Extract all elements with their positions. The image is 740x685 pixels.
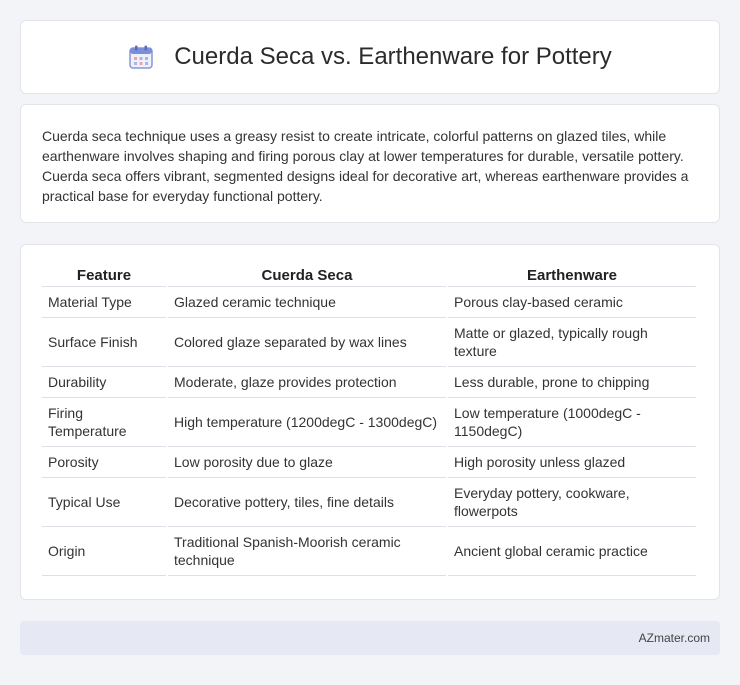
header-cuerda-seca: Cuerda Seca xyxy=(168,265,446,287)
table-row xyxy=(42,447,696,478)
footer xyxy=(20,621,720,655)
table-row xyxy=(42,367,696,398)
table-row xyxy=(42,287,696,318)
feature-cell: Material Type xyxy=(42,287,166,318)
cuerda-seca-cell: Glazed ceramic technique xyxy=(168,287,446,318)
table-row xyxy=(42,527,696,576)
earthenware-cell: Matte or glazed, typically rough texture xyxy=(448,318,696,367)
cuerda-seca-cell: Colored glaze separated by wax lines xyxy=(168,318,446,367)
cuerda-seca-cell: Moderate, glaze provides protection xyxy=(168,367,446,398)
feature-cell: Typical Use xyxy=(42,478,166,527)
comparison-table-card xyxy=(20,244,720,600)
footer-brand: AZmater.com xyxy=(638,631,710,645)
cuerda-seca-cell: High temperature (1200degC - 1300degC) xyxy=(168,398,446,447)
summary-text: Cuerda seca technique uses a greasy resist to create intricate, colorful patterns on glazed tiles, while earthenware involves shaping and firing porous clay at lower temperatures for durable, versatile pottery. Cuerda seca offers vibrant, segmented designs ideal for decorative art, whereas earthenware provides a practical base for everyday functional pottery. xyxy=(42,128,689,204)
cuerda-seca-cell: Low porosity due to glaze xyxy=(168,447,446,478)
earthenware-cell: Low temperature (1000degC - 1150degC) xyxy=(448,398,696,447)
feature-cell: Firing Temperature xyxy=(42,398,166,447)
table-header-row xyxy=(42,265,696,287)
feature-cell: Origin xyxy=(42,527,166,576)
earthenware-cell: Porous clay-based ceramic xyxy=(448,287,696,318)
cuerda-seca-cell: Traditional Spanish-Moorish ceramic technique xyxy=(168,527,446,576)
calendar-icon xyxy=(128,44,154,70)
earthenware-cell: Less durable, prone to chipping xyxy=(448,367,696,398)
earthenware-cell: High porosity unless glazed xyxy=(448,447,696,478)
header-earthenware: Earthenware xyxy=(448,265,696,287)
comparison-table xyxy=(40,265,698,576)
cuerda-seca-cell: Decorative pottery, tiles, fine details xyxy=(168,478,446,527)
header-feature: Feature xyxy=(42,265,166,287)
feature-cell: Porosity xyxy=(42,447,166,478)
summary-card xyxy=(20,104,720,223)
table-row xyxy=(42,318,696,367)
table-row xyxy=(42,398,696,447)
feature-cell: Surface Finish xyxy=(42,318,166,367)
table-row xyxy=(42,478,696,527)
feature-cell: Durability xyxy=(42,367,166,398)
page-title: Cuerda Seca vs. Earthenware for Pottery xyxy=(174,43,612,70)
title-card xyxy=(20,20,720,94)
earthenware-cell: Ancient global ceramic practice xyxy=(448,527,696,576)
earthenware-cell: Everyday pottery, cookware, flowerpots xyxy=(448,478,696,527)
